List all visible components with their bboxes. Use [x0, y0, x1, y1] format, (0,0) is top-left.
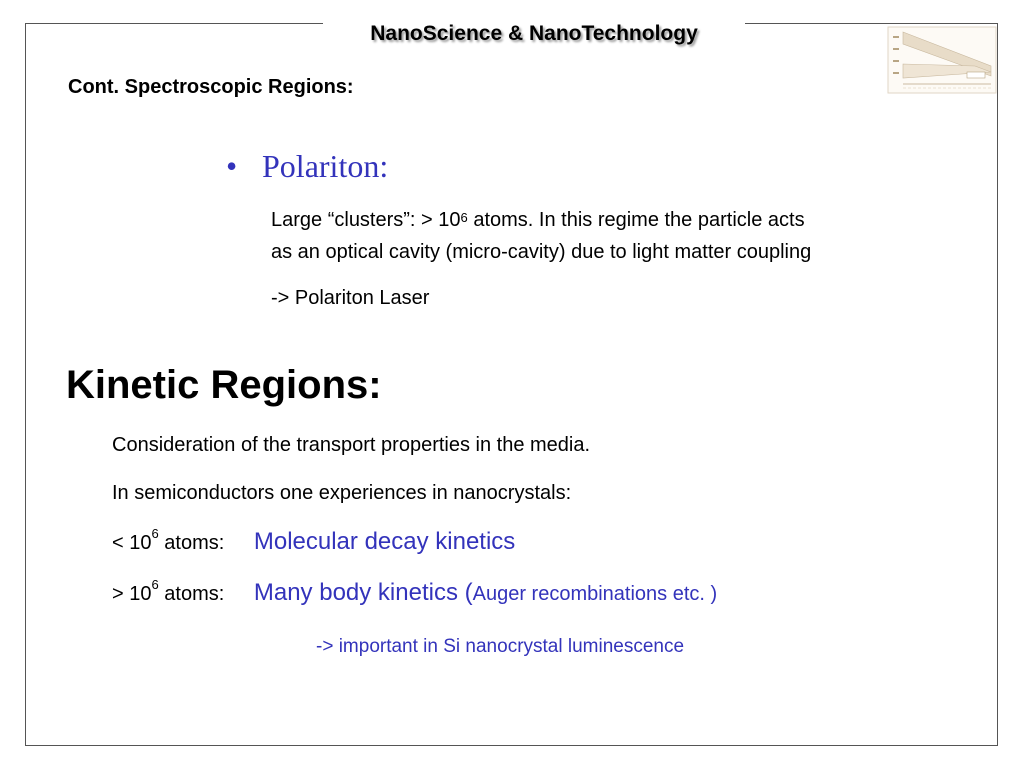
auger-recombination-detail: Auger recombinations etc. ) [472, 583, 718, 605]
kinetic-line-1: Consideration of the transport properties in the media. [112, 434, 591, 456]
molecular-decay-kinetics-label: Molecular decay kinetics [253, 528, 516, 555]
row1-prefix: < 10 [112, 532, 152, 554]
polariton-heading: Polariton: [262, 148, 389, 184]
row1-exponent: 6 [151, 526, 159, 541]
kinetic-row-small [112, 528, 515, 556]
kinetic-line-2: In semiconductors one experiences in nanocrystals: [112, 482, 572, 504]
kinetic-row-large [112, 579, 717, 607]
row2-atoms: atoms: [158, 583, 225, 605]
row2-prefix: > 10 [112, 583, 152, 605]
many-body-kinetics-label: Many body kinetics ( [253, 579, 473, 606]
section-title: Cont. Spectroscopic Regions: [68, 76, 354, 98]
polariton-line1-suffix: atoms. In this regime the particle acts [467, 209, 805, 231]
kinetic-regions-title: Kinetic Regions: [66, 363, 382, 407]
row1-atoms: atoms: [158, 532, 225, 554]
header-title: NanoScience & NanoTechnology [323, 18, 745, 50]
spectroscopic-regions-diagram-icon [887, 26, 997, 94]
polariton-line1-exponent: 6 [460, 210, 468, 225]
polariton-description-line-1 [271, 204, 805, 236]
polariton-line1-prefix: Large “clusters”: > 10 [271, 209, 461, 231]
si-nanocrystal-note: -> important in Si nanocrystal luminescence [316, 636, 685, 657]
polariton-laser-line: -> Polariton Laser [271, 287, 430, 309]
bullet-icon: • [226, 148, 238, 184]
polariton-description-line-2: as an optical cavity (micro-cavity) due to light matter coupling [271, 241, 812, 263]
polariton-bullet-item [226, 148, 388, 185]
row2-exponent: 6 [151, 577, 159, 592]
